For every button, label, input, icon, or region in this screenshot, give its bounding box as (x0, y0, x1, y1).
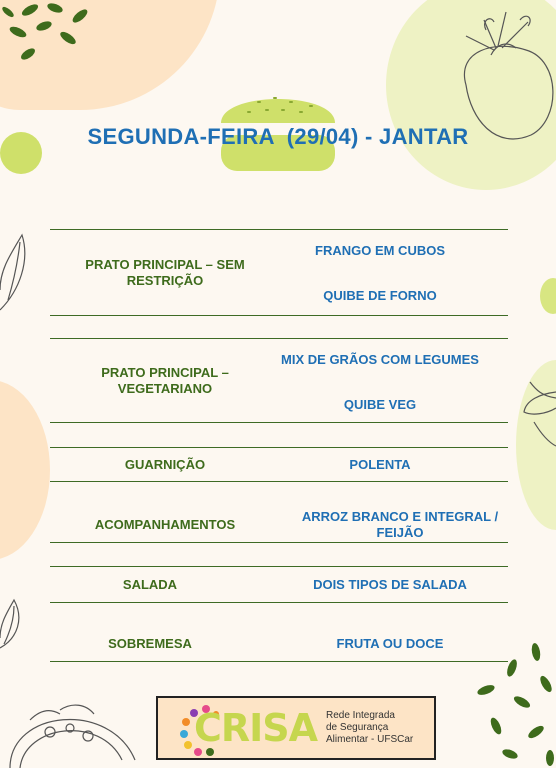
menu-item: ARROZ BRANCO E INTEGRAL / FEIJÃO (301, 508, 499, 540)
crisa-logo (156, 696, 436, 760)
logo-text-line: de Segurança (326, 722, 389, 733)
herb-icon (520, 372, 556, 452)
menu-category: ACOMPANHAMENTOS (94, 516, 236, 532)
logo-description (326, 710, 436, 746)
corn-icon (0, 230, 36, 320)
menu-item: QUIBE VEG (343, 397, 417, 412)
menu-row (50, 447, 508, 482)
green-circle-right (540, 278, 556, 314)
menu-items (280, 229, 480, 316)
menu-item: DOIS TIPOS DE SALADA (313, 576, 467, 592)
menu-item: MIX DE GRÃOS COM LEGUMES (281, 352, 479, 367)
logo-text-line: Alimentar - UFSCar (326, 734, 414, 745)
menu-items (280, 625, 500, 662)
taco-icon (0, 680, 140, 768)
lettuce-icon (0, 598, 26, 652)
menu-row (50, 229, 508, 316)
menu-item: FRANGO EM CUBOS (315, 243, 445, 258)
menu-items (280, 338, 480, 423)
menu-item: POLENTA (349, 456, 411, 472)
logo-text-line: Rede Integrada (326, 710, 395, 721)
menu-items (280, 447, 480, 482)
menu-category: SALADA (122, 576, 178, 592)
menu-row (50, 625, 508, 662)
peach-blob-mid-left (0, 380, 50, 560)
menu-category: GUARNIÇÃO (124, 456, 206, 472)
menu-row (50, 506, 508, 543)
logo-wordmark: CRISA (194, 706, 318, 750)
menu-row (50, 338, 508, 423)
menu-items (280, 566, 500, 603)
menu-table (50, 229, 508, 662)
menu-category: PRATO PRINCIPAL – SEM RESTRIÇÃO (85, 256, 245, 288)
menu-item: FRUTA OU DOCE (336, 635, 444, 651)
menu-category: PRATO PRINCIPAL – VEGETARIANO (101, 364, 229, 396)
menu-items (275, 506, 525, 543)
page-title: SEGUNDA-FEIRA (29/04) - JANTAR (87, 124, 469, 149)
menu-item: QUIBE DE FORNO (323, 288, 437, 303)
menu-row (50, 566, 508, 603)
menu-category: SOBREMESA (108, 635, 192, 651)
leaves-icon (0, 0, 110, 70)
